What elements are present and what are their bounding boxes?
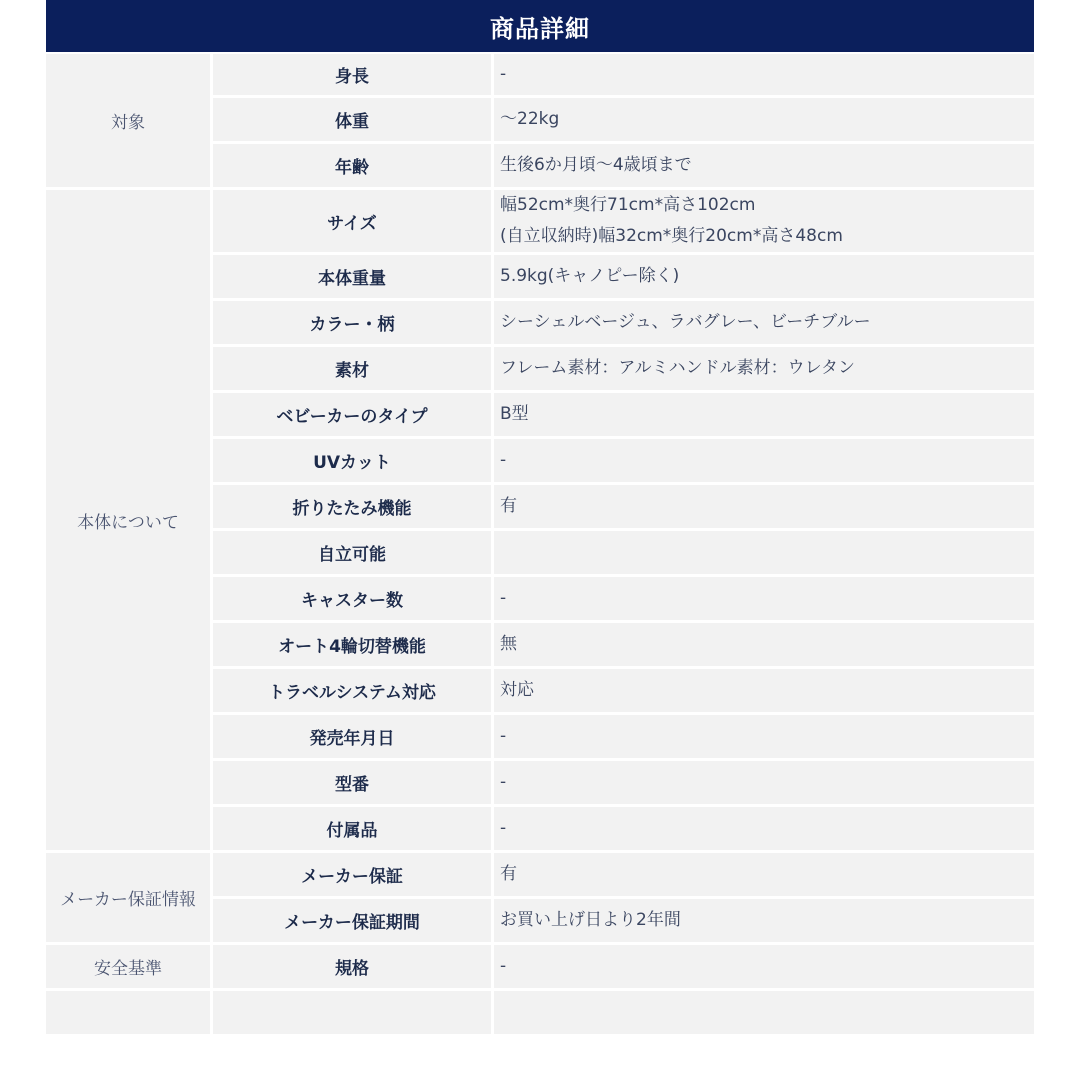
- row-value: お買い上げ日より2年間: [494, 899, 1034, 945]
- row-label: サイズ: [213, 190, 494, 255]
- row-value: 5.9kg(キャノピー除く): [494, 255, 1034, 301]
- row-label: 付属品: [213, 807, 494, 853]
- row-label: 本体重量: [213, 255, 494, 301]
- row-label: 型番: [213, 761, 494, 807]
- row-label: 素材: [213, 347, 494, 393]
- row-label: 身長: [213, 52, 494, 98]
- row-label: キャスター数: [213, 577, 494, 623]
- row-value: -: [494, 52, 1034, 98]
- row-value: [494, 531, 1034, 577]
- group-label-safety: 安全基準: [46, 945, 213, 991]
- row-label: UVカット: [213, 439, 494, 485]
- row-label: オート4輪切替機能: [213, 623, 494, 669]
- row-label: 年齢: [213, 144, 494, 190]
- row-value: 有: [494, 853, 1034, 899]
- row-value: フレーム素材：アルミハンドル素材：ウレタン: [494, 347, 1034, 393]
- row-label: ベビーカーのタイプ: [213, 393, 494, 439]
- group-label-body: 本体について: [46, 190, 213, 853]
- group-label-target: 対象: [46, 52, 213, 190]
- table-row: [46, 52, 1034, 98]
- row-label: 折りたたみ機能: [213, 485, 494, 531]
- row-label: メーカー保証期間: [213, 899, 494, 945]
- row-label: メーカー保証: [213, 853, 494, 899]
- row-value: 無: [494, 623, 1034, 669]
- row-value: -: [494, 577, 1034, 623]
- section-title: 商品詳細: [46, 0, 1034, 52]
- row-label: カラー・柄: [213, 301, 494, 347]
- product-details-section: [46, 0, 1034, 1037]
- row-value: -: [494, 945, 1034, 991]
- table-row: [46, 190, 1034, 255]
- row-value: -: [494, 715, 1034, 761]
- row-value: 有: [494, 485, 1034, 531]
- row-value: 生後6か月頃～4歳頃まで: [494, 144, 1034, 190]
- row-value: 対応: [494, 669, 1034, 715]
- row-value: シーシェルベージュ、ラバグレー、ビーチブルー: [494, 301, 1034, 347]
- size-line-1: 幅52cm*奥行71cm*高さ102cm: [500, 195, 756, 215]
- row-value: -: [494, 807, 1034, 853]
- row-label: 自立可能: [213, 531, 494, 577]
- group-label-warranty: メーカー保証情報: [46, 853, 213, 945]
- row-label: 規格: [213, 945, 494, 991]
- product-spec-table: [46, 52, 1034, 1037]
- group-label-partial: [46, 991, 213, 1037]
- row-label-partial: [213, 991, 494, 1037]
- row-value: -: [494, 439, 1034, 485]
- row-label: 発売年月日: [213, 715, 494, 761]
- row-value: [494, 190, 1034, 255]
- row-value: -: [494, 761, 1034, 807]
- table-row: [46, 853, 1034, 899]
- row-label: 体重: [213, 98, 494, 144]
- table-row: [46, 945, 1034, 991]
- table-row-partial: [46, 991, 1034, 1037]
- row-value: ～22kg: [494, 98, 1034, 144]
- size-line-2: (自立収納時)幅32cm*奥行20cm*高さ48cm: [500, 226, 843, 246]
- row-value: B型: [494, 393, 1034, 439]
- row-value-partial: [494, 991, 1034, 1037]
- row-label: トラベルシステム対応: [213, 669, 494, 715]
